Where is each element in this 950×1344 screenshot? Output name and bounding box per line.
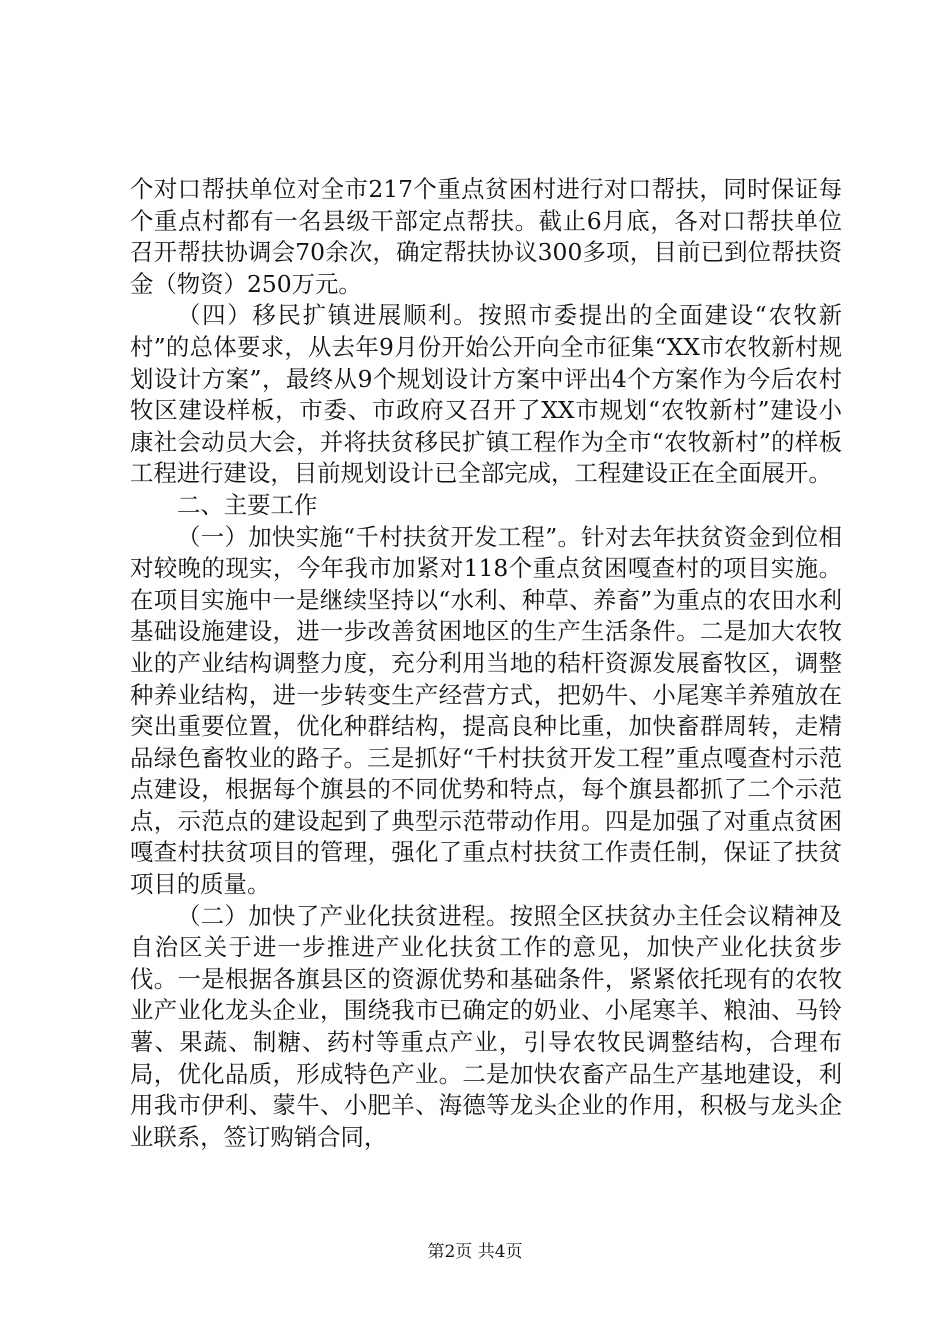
paragraph-continuation: 个对口帮扶单位对全市217个重点贫困村进行对口帮扶，同时保证每个重点村都有一名县级干部定点帮扶。截止6月底，各对口帮扶单位召开帮扶协调会70余次，确定帮扶协议300多项，目前已到位帮扶资金（物资）250万元。	[130, 175, 842, 298]
section-heading-main-work: 二、主要工作	[177, 490, 318, 519]
paragraph-migration: （四）移民扩镇进展顺利。按照市委提出的全面建设“农牧新村”的总体要求，从去年9月份开始公开向全市征集“XX市农牧新村规划设计方案”，最终从9个规划设计方案中评出4个方案作为今后农村牧区建设样板，市委、市政府又召开了XX市规划“农牧新村”建设小康社会动员大会，并将扶贫移民扩镇工程作为全市“农牧新村”的样板工程进行建设，目前规划设计已全部完成，工程建设正在全面展开。	[130, 301, 842, 488]
paragraph-industrialization: （二）加快了产业化扶贫进程。按照全区扶贫办主任会议精神及自治区关于进一步推进产业化扶贫工作的意见，加快产业化扶贫步伐。一是根据各旗县区的资源优势和基础条件，紧紧依托现有的农牧业产业化龙头企业，围绕我市已确定的奶业、小尾寒羊、粮油、马铃薯、果蔬、制糖、药村等重点产业，引导农牧民调整结构，合理布局，优化品质，形成特色产业。二是加快农畜产品生产基地建设，利用我市伊利、蒙牛、小肥羊、海德等龙头企业的作用，积极与龙头企业联系，签订购销合同，	[130, 901, 842, 1151]
page-footer: 第2页 共4页	[427, 1242, 523, 1262]
document-body	[130, 174, 842, 1153]
paragraph-thousand-villages: （一）加快实施“千村扶贫开发工程”。针对去年扶贫资金到位相对较晚的现实，今年我市加紧对118个重点贫困嘎查村的项目实施。在项目实施中一是继续坚持以“水利、种草、养畜”为重点的农田水利基础设施建设，进一步改善贫困地区的生产生活条件。二是加大农牧业的产业结构调整力度，充分利用当地的秸杆资源发展畜牧区，调整种养业结构，进一步转变生产经营方式，把奶牛、小尾寒羊养殖放在突出重要位置，优化种群结构，提高良种比重，加快畜群周转，走精品绿色畜牧业的路子。三是抓好“千村扶贫开发工程”重点嘎查村示范点建设，根据每个旗县的不同优势和特点，每个旗县都抓了二个示范点，示范点的建设起到了典型示范带动作用。四是加强了对重点贫困嘎查村扶贫项目的管理，强化了重点村扶贫工作责任制，保证了扶贫项目的质量。	[130, 522, 842, 899]
